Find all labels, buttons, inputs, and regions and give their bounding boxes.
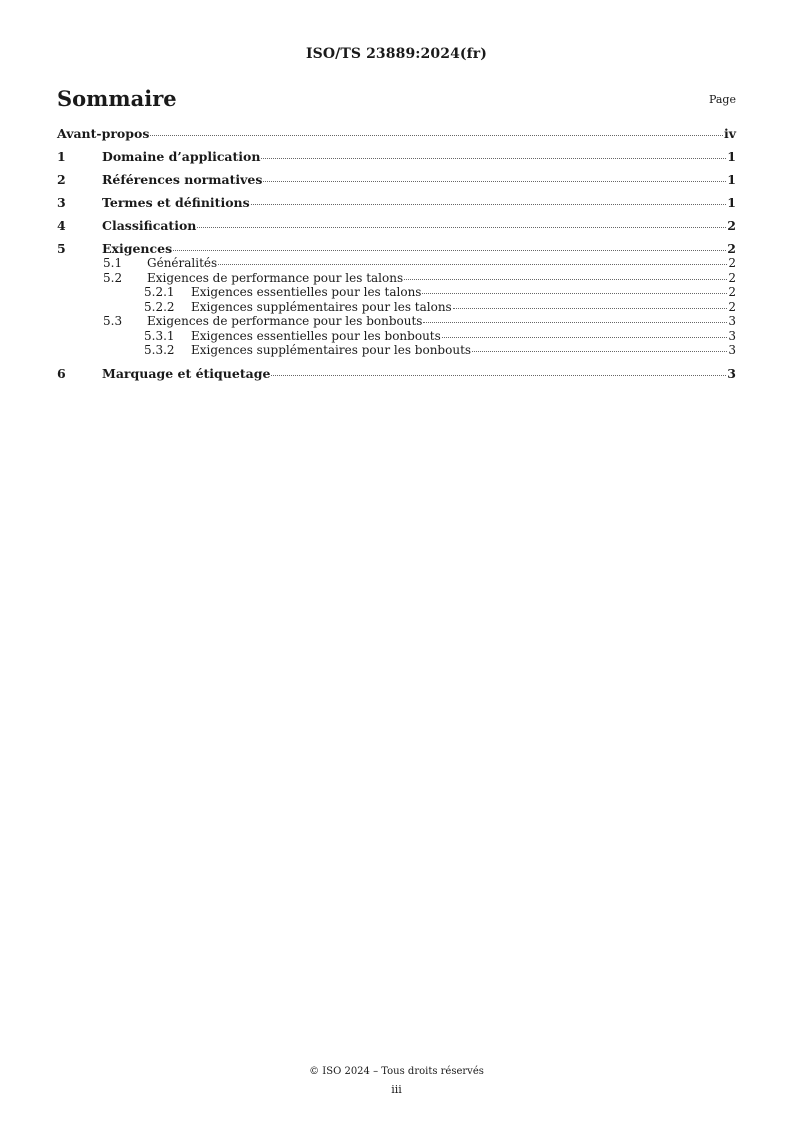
toc-entry-title: Domaine d’application	[102, 149, 261, 164]
dot-leader	[150, 135, 723, 136]
dot-leader	[218, 264, 727, 265]
table-of-contents	[57, 126, 736, 381]
toc-entry-number: 5.1	[103, 256, 123, 270]
toc-entry-page: 2	[727, 218, 736, 233]
toc-entry-title: Exigences de performance pour les talons	[147, 270, 404, 285]
dot-leader	[261, 158, 726, 159]
toc-entry-number: 4	[57, 218, 66, 233]
document-header: ISO/TS 23889:2024(fr)	[306, 46, 487, 62]
dot-leader	[197, 227, 726, 228]
dot-leader	[422, 293, 727, 294]
toc-entry-page: 2	[728, 270, 736, 285]
toc-entry-title: Exigences supplémentaires pour les bonbouts	[191, 343, 472, 357]
footer-copyright: © ISO 2024 – Tous droits réservés	[309, 1066, 484, 1077]
toc-entry-title: Classification	[102, 218, 197, 233]
toc-entry-page: 3	[728, 314, 736, 328]
toc-entry-page: 2	[727, 241, 736, 256]
dot-leader	[251, 204, 727, 205]
toc-title: Sommaire	[57, 86, 177, 111]
toc-entry-5-3-2[interactable]	[57, 343, 736, 358]
toc-entry-title: Exigences de performance pour les bonbouts	[147, 314, 423, 328]
dot-leader	[404, 279, 727, 280]
toc-entry-number: 2	[57, 172, 66, 187]
dot-leader	[271, 375, 726, 376]
toc-entry-page: 2	[728, 285, 736, 299]
dot-leader	[423, 322, 727, 323]
dot-leader	[263, 181, 726, 182]
toc-entry-page: 3	[727, 365, 736, 381]
toc-entry-title: Exigences supplémentaires pour les talons	[191, 299, 452, 314]
toc-entry-page: 2	[728, 256, 736, 270]
toc-entry-title: Généralités	[147, 256, 218, 270]
toc-entry-avant-propos[interactable]	[57, 126, 736, 141]
toc-entry-page: 3	[728, 328, 736, 343]
toc-entry-page: 2	[728, 299, 736, 314]
dot-leader	[442, 337, 728, 338]
toc-entry-5-3-1[interactable]	[57, 329, 736, 344]
toc-entry-5-1[interactable]	[57, 256, 736, 271]
toc-entry-number: 5.3.2	[144, 343, 175, 357]
toc-entry-number: 5.2.1	[144, 285, 175, 299]
toc-entry-page: 3	[728, 343, 736, 357]
page-column-label: Page	[708, 93, 736, 106]
toc-entry-number: 5.3.1	[144, 328, 175, 343]
toc-entry-title: Exigences essentielles pour les talons	[191, 285, 422, 299]
toc-entry-page: iv	[723, 126, 736, 141]
toc-entry-number: 6	[57, 365, 66, 381]
toc-entry-1[interactable]	[57, 149, 736, 164]
toc-entry-number: 3	[57, 195, 66, 210]
footer-page-number: iii	[391, 1083, 402, 1096]
toc-entry-number: 5.2	[103, 270, 123, 285]
toc-entry-title: Marquage et étiquetage	[102, 365, 271, 381]
toc-entry-5[interactable]	[57, 241, 736, 256]
toc-entry-number: 5	[57, 241, 66, 256]
toc-entry-3[interactable]	[57, 195, 736, 210]
toc-entry-5-2[interactable]	[57, 271, 736, 286]
toc-entry-title: Références normatives	[102, 172, 263, 187]
toc-entry-6[interactable]	[57, 366, 736, 381]
toc-entry-title: Exigences	[102, 241, 173, 256]
toc-entry-number: 5.2.2	[144, 299, 175, 314]
toc-entry-title: Termes et définitions	[102, 195, 250, 210]
toc-entry-title: Avant-propos	[57, 126, 150, 141]
toc-entry-page: 1	[727, 195, 736, 210]
dot-leader	[472, 351, 727, 352]
toc-entry-title: Exigences essentielles pour les bonbouts	[191, 328, 441, 343]
toc-entry-4[interactable]	[57, 218, 736, 233]
toc-entry-5-2-1[interactable]	[57, 285, 736, 300]
toc-entry-page: 1	[727, 149, 736, 164]
toc-entry-5-3[interactable]	[57, 314, 736, 329]
dot-leader	[173, 250, 726, 251]
toc-entry-5-2-2[interactable]	[57, 300, 736, 315]
toc-entry-number: 5.3	[103, 314, 123, 328]
dot-leader	[453, 308, 728, 309]
toc-entry-page: 1	[727, 172, 736, 187]
toc-entry-number: 1	[57, 149, 66, 164]
toc-entry-2[interactable]	[57, 172, 736, 187]
